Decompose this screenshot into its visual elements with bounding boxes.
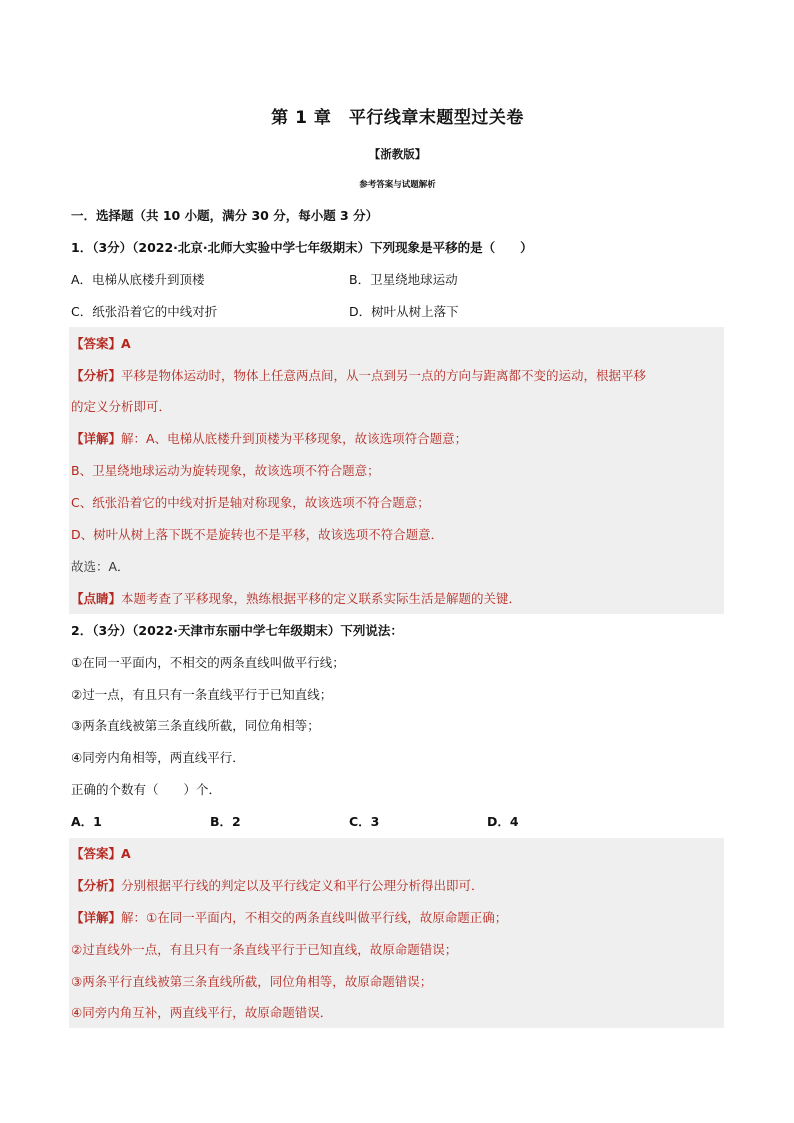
analysis-tag: 【分析】 [71, 878, 122, 893]
question-1-detail-b: B、卫星绕地球运动为旋转现象，故该选项不符合题意； [71, 463, 380, 478]
answer-value: A [121, 336, 131, 351]
analysis-text: 平移是物体运动时，物体上任意两点间，从一点到另一点的方向与距离都不变的运动，根据平移 [121, 368, 647, 383]
question-1-option-d: D．树叶从树上落下 [349, 304, 459, 319]
question-2-option-d: D．4 [487, 814, 519, 829]
question-1-detail-d: D、树叶从树上落下既不是旋转也不是平移，故该选项不符合题意． [71, 527, 444, 542]
question-2-option-a: A．1 [71, 814, 102, 829]
question-1-detail [71, 430, 724, 448]
question-1-detail-c: C、纸张沿着它的中线对折是轴对称现象，故该选项不符合题意； [71, 495, 430, 510]
question-1-option-a: A．电梯从底楼升到顶楼 [71, 272, 205, 287]
question-1-comment [71, 590, 724, 608]
question-2-statement-1: ①在同一平面内，不相交的两条直线叫做平行线； [71, 655, 345, 670]
detail-tag: 【详解】 [71, 431, 122, 446]
question-2-statement-3: ③两条直线被第三条直线所截，同位角相等； [71, 718, 320, 733]
answer-tag: 【答案】 [71, 846, 122, 861]
answer-value: A [121, 846, 131, 861]
question-1-analysis-cont: 的定义分析即可． [71, 399, 172, 414]
question-2-statement-4: ④同旁内角相等，两直线平行． [71, 750, 245, 765]
analysis-text: 分别根据平行线的判定以及平行线定义和平行公理分析得出即可． [121, 878, 484, 893]
reference-subtitle: 参考答案与试题解析 [359, 180, 436, 190]
question-2-stem: 2．（3分）（2022·天津市东丽中学七年级期末）下列说法： [71, 623, 403, 638]
question-2-option-b: B．2 [210, 814, 241, 829]
question-1-option-b: B．卫星绕地球运动 [349, 272, 458, 287]
edition-label: 【浙教版】 [368, 147, 427, 161]
analysis-tag: 【分析】 [71, 368, 122, 383]
question-2-solution-box [69, 838, 724, 1028]
section-heading: 一．选择题（共 10 小题，满分 30 分，每小题 3 分） [71, 208, 379, 223]
question-2-detail-3: ③两条平行直线被第三条直线所截，同位角相等，故原命题错误； [71, 974, 433, 989]
question-2-answer [71, 845, 724, 863]
question-2-detail [71, 909, 724, 927]
question-2-option-c: C．3 [349, 814, 380, 829]
detail-text: 解：①在同一平面内，不相交的两条直线叫做平行线，故原命题正确； [121, 910, 508, 925]
page-title: 第 1 章 平行线章末题型过关卷 [271, 108, 524, 128]
question-2-statement-2: ②过一点，有且只有一条直线平行于已知直线； [71, 687, 333, 702]
answer-tag: 【答案】 [71, 336, 122, 351]
question-1-analysis [71, 367, 724, 385]
question-2-detail-2: ②过直线外一点，有且只有一条直线平行于已知直线，故原命题错误； [71, 942, 458, 957]
question-2-prompt: 正确的个数有（ ）个． [71, 782, 222, 797]
question-1-option-c: C．纸张沿着它的中线对折 [71, 304, 218, 319]
detail-text: 解：A、电梯从底楼升到顶楼为平移现象，故该选项符合题意； [121, 431, 468, 446]
question-2-detail-4: ④同旁内角互补，两直线平行，故原命题错误． [71, 1005, 333, 1020]
comment-text: 本题考查了平移现象，熟练根据平移的定义联系实际生活是解题的关键． [121, 591, 522, 606]
question-1-answer [71, 335, 724, 353]
question-1-stem: 1．（3分）（2022·北京·北师大实验中学七年级期末）下列现象是平移的是（ ） [71, 240, 533, 255]
question-1-choice: 故选：A． [71, 559, 130, 574]
detail-tag: 【详解】 [71, 910, 122, 925]
question-2-analysis [71, 877, 724, 895]
comment-tag: 【点睛】 [71, 591, 122, 606]
